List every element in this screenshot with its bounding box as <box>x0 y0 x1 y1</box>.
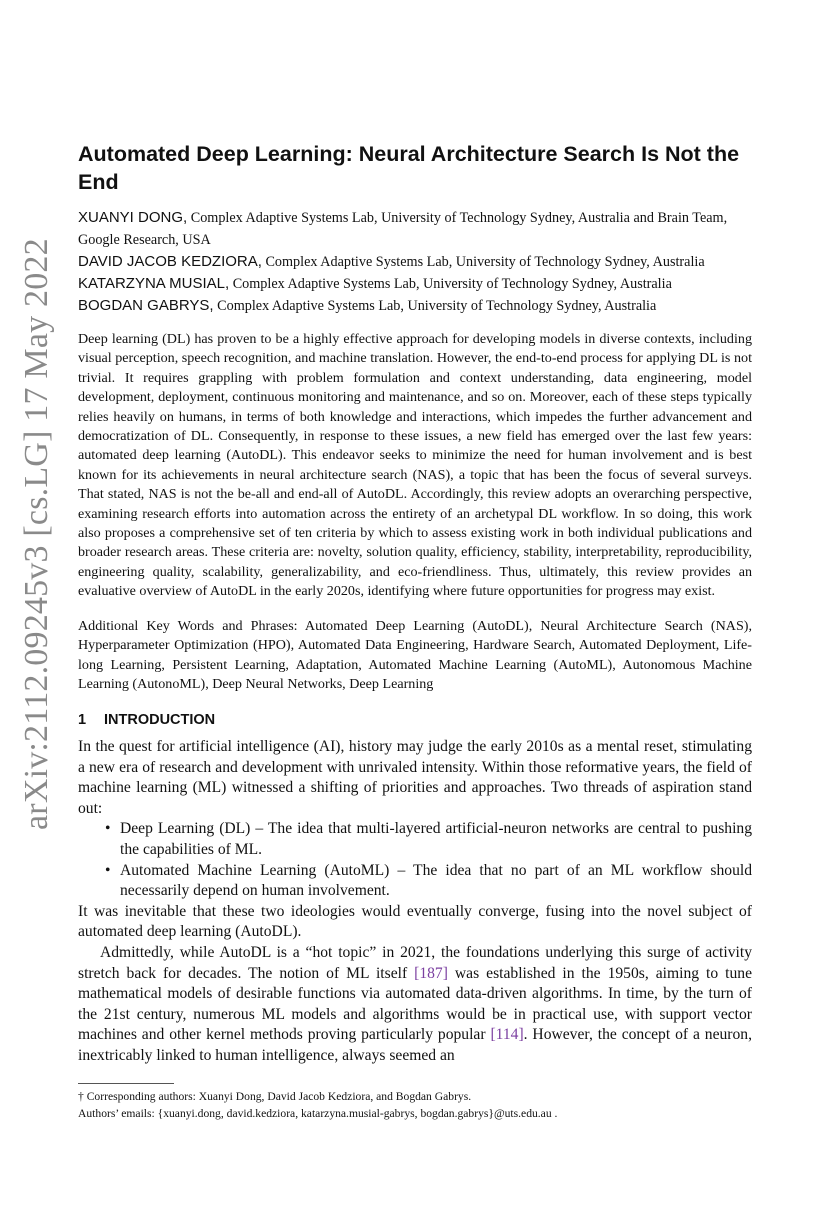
citation-link[interactable]: [114] <box>490 1026 524 1044</box>
author-affiliation: Complex Adaptive Systems Lab, University of Technology Sydney, Australia <box>261 254 705 270</box>
abstract: Deep learning (DL) has proven to be a highly effective approach for developing models in diverse contexts, including visual perception, speech recognition, and machine translation. However, the end-to-end process for applying DL is not trivial. It requires grappling with problem formulation and context understanding, data engineering, model development, deployment, continuous monitoring and maintenance, and so on. Moreover, each of these steps typically relies heavily on humans, in terms of both knowledge and interactions, which impedes the further advancement and democratization of DL. Consequently, in response to these issues, a new field has emerged over the last few years: automated deep learning (AutoDL). This endeavor seeks to minimize the need for human involvement and is best known for its achievements in neural architecture search (NAS), a topic that has been the focus of several surveys. That stated, NAS is not the be-all and end-all of AutoDL. Accordingly, this review adopts an overarching perspective, examining research efforts into automation across the entirety of an archetypal DL workflow. In so doing, this work also proposes a comprehensive set of ten criteria by which to assess existing work in both individual publications and broader research areas. These criteria are: novelty, solution quality, efficiency, stability, interpretability, reproducibility, engineering quality, scalability, generalizability, and eco-friendliness. Thus, ultimately, this review provides an evaluative overview of AutoDL in the early 2020s, identifying where future opportunities for progress may exist. <box>78 331 752 600</box>
author-entry <box>78 207 758 251</box>
paragraph-text: Admittedly, while AutoDL is a “hot topic” in 2021, the foundations underlying this surge of activity stretch back for decades. The notion of ML itself <box>78 943 752 982</box>
author-name: XUANYI DONG, <box>78 209 188 226</box>
list-item-text: Deep Learning (DL) – The idea that multi-layered artificial-neuron networks are central to pushing the capabilities of ML. <box>120 820 752 858</box>
author-affiliation: Complex Adaptive Systems Lab, University of Technology Sydney, Australia <box>213 298 657 314</box>
paragraph: In the quest for artificial intelligence (AI), history may judge the early 2010s as a mental reset, stimulating a new era of research and development with unrivaled intensity. Within those reformative years, the field of machine learning (ML) witnessed a shifting of priorities and approaches. Two threads of aspiration stand out: <box>78 738 752 817</box>
list-item <box>78 819 752 860</box>
author-name: BOGDAN GABRYS, <box>78 297 214 314</box>
paragraph-text: . However, the concept of a neuron, inextricably linked to human intelligence, always seemed an <box>78 1026 752 1064</box>
author-name: KATARZYNA MUSIAL, <box>78 275 230 292</box>
bullet-icon: • <box>105 820 111 838</box>
paper-title: Automated Deep Learning: Neural Architecture Search Is Not the End <box>78 142 740 194</box>
section-title: INTRODUCTION <box>104 712 216 728</box>
introduction-body <box>78 737 752 1067</box>
footnote-corresponding: † Corresponding authors: Xuanyi Dong, David Jacob Kedziora, and Bogdan Gabrys. <box>78 1090 472 1103</box>
paragraph <box>78 943 752 1067</box>
footnote-divider <box>78 1083 174 1084</box>
list-item <box>78 861 752 902</box>
author-name: DAVID JACOB KEDZIORA, <box>78 253 262 270</box>
paragraph: It was inevitable that these two ideologies would eventually converge, fusing into the novel subject of automated deep learning (AutoDL). <box>78 902 752 941</box>
arxiv-identifier: arXiv:2112.09245v3 [cs.LG] 17 May 2022 <box>18 238 55 830</box>
list-item-text: Automated Machine Learning (AutoML) – The idea that no part of an ML workflow should necessarily depend on human involvement. <box>120 861 752 900</box>
author-entry <box>78 295 758 317</box>
author-list <box>78 207 758 317</box>
bullet-list <box>78 819 752 901</box>
bullet-icon: • <box>105 861 111 879</box>
author-affiliation: Complex Adaptive Systems Lab, University of Technology Sydney, Australia <box>229 276 672 292</box>
author-affiliation: Complex Adaptive Systems Lab, University of Technology Sydney, Australia and Brain Team, Google Research, USA <box>78 210 728 248</box>
author-entry <box>78 273 758 295</box>
citation-link[interactable]: [187] <box>414 964 448 982</box>
keywords: Additional Key Words and Phrases: Automated Deep Learning (AutoDL), Neural Architecture Search (NAS), Hyperparameter Optimization (HPO), Automated Data Engineering, Hardware Search, Automated Deployment, Life-long Learning, Persistent Learning, Adaptation, Automated Machine Learning (AutoML), Autonomous Machine Learning (AutonoML), Deep Neural Networks, Deep Learning <box>78 618 752 693</box>
author-entry <box>78 251 758 273</box>
section-number: 1 <box>78 712 87 728</box>
footnote-emails: Authors’ emails: {xuanyi.dong, david.kedziora, katarzyna.musial-gabrys, bogdan.gabrys}@uts.edu.au . <box>78 1107 558 1120</box>
footnotes <box>78 1088 752 1122</box>
paragraph-text: was established in the 1950s, aiming to tune mathematical models of desirable functions via automated data-driven algorithms. In time, by the turn of the 21st century, numerous ML models and algorithms would be in practical use, with support vector machines and other kernel methods proving particularly popular <box>78 964 752 1044</box>
section-heading <box>78 712 752 728</box>
